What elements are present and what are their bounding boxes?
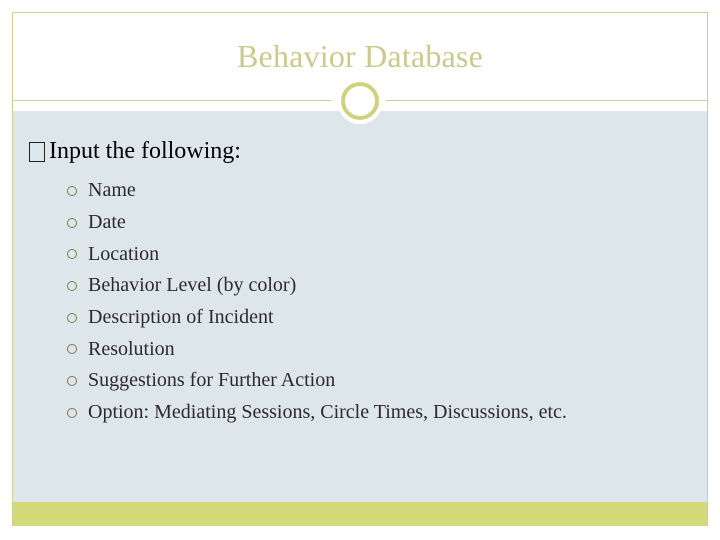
list-item <box>67 175 567 207</box>
circle-bullet-icon <box>67 249 77 259</box>
list-item-label: Date <box>88 211 126 234</box>
circle-bullet-icon <box>67 376 77 386</box>
list-item <box>67 333 567 365</box>
title-divider-left <box>13 100 331 101</box>
list-item <box>67 397 567 429</box>
footer-bar <box>13 502 707 526</box>
list-item-label: Name <box>88 179 136 202</box>
heading-text: Input the following: <box>49 138 241 164</box>
circle-bullet-icon <box>67 218 77 228</box>
ring-icon <box>341 82 379 120</box>
circle-bullet-icon <box>67 344 77 354</box>
list-item <box>67 302 567 334</box>
circle-bullet-icon <box>67 281 77 291</box>
list-item-label: Option: Mediating Sessions, Circle Times, Discussions, etc. <box>88 401 567 424</box>
square-bullet-icon <box>29 142 45 162</box>
list-item-label: Behavior Level (by color) <box>88 274 297 297</box>
list-item <box>67 238 567 270</box>
slide-title: Behavior Database <box>237 38 483 74</box>
slide <box>12 12 708 526</box>
circle-bullet-icon <box>67 313 77 323</box>
list-item <box>67 365 567 397</box>
list-item <box>67 270 567 302</box>
circle-bullet-icon <box>67 186 77 196</box>
title-divider-right <box>386 100 707 101</box>
list-item <box>67 207 567 239</box>
list-item-label: Suggestions for Further Action <box>88 369 336 392</box>
content-heading <box>29 138 241 165</box>
list-item-label: Description of Incident <box>88 306 274 329</box>
list-item-label: Resolution <box>88 337 175 360</box>
item-list <box>67 175 567 429</box>
list-item-label: Location <box>88 242 160 265</box>
circle-bullet-icon <box>67 408 77 418</box>
